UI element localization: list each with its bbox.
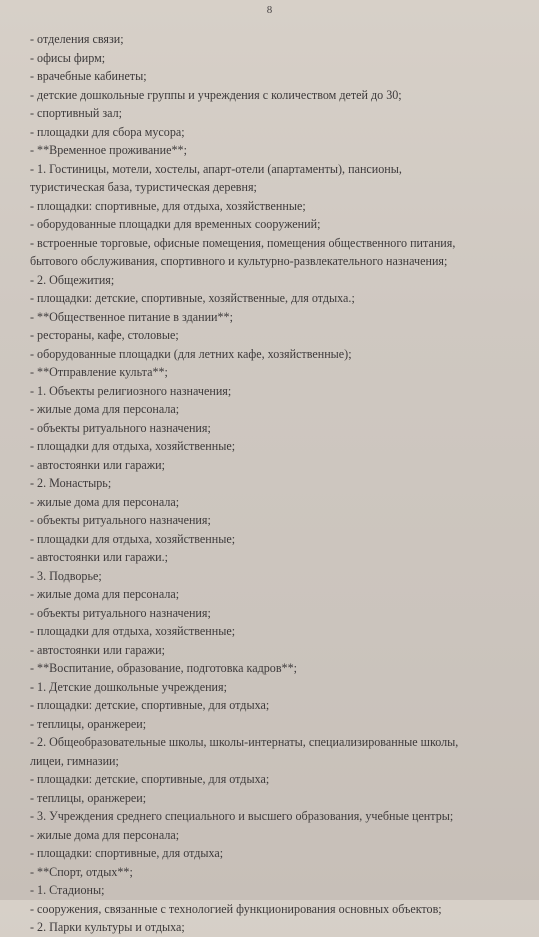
text-line: - жилые дома для персонала;	[30, 827, 180, 842]
text-line: туристическая база, туристическая деревня;	[30, 180, 257, 194]
text-line: - 1. Гостиницы, мотели, хостелы, апарт-отели (апартаменты), пансионы,	[30, 161, 402, 176]
text-line: - 1. Объекты религиозного назначения;	[30, 383, 232, 398]
text-line: - автостоянки или гаражи.;	[30, 550, 168, 564]
page-number: 8	[266, 4, 273, 16]
text-line: - площадки для отдыха, хозяйственные;	[30, 439, 236, 453]
text-line: - площадки: спортивные, для отдыха, хозяйственные;	[30, 198, 306, 213]
text-line: - оборудованные площадки (для летних кафе, хозяйственные);	[30, 346, 352, 361]
text-line: - детские дошкольные группы и учреждения с количеством детей до 30;	[30, 87, 402, 102]
text-line: - объекты ритуального назначения;	[30, 513, 211, 527]
text-line: - 3. Подворье;	[30, 568, 102, 583]
text-line: - встроенные торговые, офисные помещения, помещения общественного питания,	[30, 235, 456, 250]
text-line: - теплицы, оранжереи;	[30, 790, 147, 805]
text-line: лицеи, гимназии;	[30, 753, 119, 768]
text-line: - автостоянки или гаражи;	[30, 457, 165, 472]
text-line: - отделения связи;	[30, 32, 124, 46]
text-block	[30, 30, 531, 937]
text-line: - 2. Общеобразовательные школы, школы-интернаты, специализированные школы,	[30, 735, 459, 749]
text-line: - площадки: спортивные, для отдыха;	[30, 846, 224, 860]
text-line: - площадки: детские, спортивные, для отдыха;	[30, 698, 270, 712]
text-line: - сооружения, связанные с технологией функционирования основных объектов;	[30, 901, 442, 916]
text-line: - спортивный зал;	[30, 106, 123, 120]
text-line: - автостоянки или гаражи;	[30, 642, 165, 657]
section-heading-line: - **Спорт, отдых**;	[30, 864, 133, 879]
text-line: - теплицы, оранжереи;	[30, 716, 147, 731]
text-line: - площадки для отдыха, хозяйственные;	[30, 531, 236, 546]
text-line: - площадки для сбора мусора;	[30, 124, 185, 139]
text-line: - 2. Монастырь;	[30, 476, 112, 490]
text-line: - 1. Детские дошкольные учреждения;	[30, 679, 227, 694]
text-line: - жилые дома для персонала;	[30, 494, 180, 509]
text-line: - 3. Учреждения среднего специального и высшего образования, учебные центры;	[30, 809, 454, 823]
text-line: - 2. Парки культуры и отдыха;	[30, 920, 185, 934]
text-line: - офисы фирм;	[30, 50, 106, 65]
text-line: - площадки для отдыха, хозяйственные;	[30, 624, 236, 638]
text-line: - площадки: детские, спортивные, хозяйственные, для отдыха.;	[30, 291, 355, 305]
text-line: - жилые дома для персонала;	[30, 402, 180, 416]
text-line: - рестораны, кафе, столовые;	[30, 328, 179, 342]
section-heading-line: - **Воспитание, образование, подготовка кадров**;	[30, 661, 297, 675]
text-line: бытового обслуживания, спортивного и культурно-развлекательного назначения;	[30, 254, 448, 268]
text-line: - 1. Стадионы;	[30, 883, 105, 897]
text-line: - площадки: детские, спортивные, для отдыха;	[30, 772, 270, 786]
section-heading-line: - **Отправление культа**;	[30, 365, 168, 379]
text-line: - 2. Общежития;	[30, 272, 115, 287]
text-line: - объекты ритуального назначения;	[30, 420, 211, 435]
text-line: - жилые дома для персонала;	[30, 587, 180, 601]
text-line: - врачебные кабинеты;	[30, 69, 147, 83]
section-heading-line: - **Временное проживание**;	[30, 143, 187, 157]
section-heading-line: - **Общественное питание в здании**;	[30, 309, 233, 324]
text-line: - объекты ритуального назначения;	[30, 605, 211, 620]
text-line: - оборудованные площадки для временных сооружений;	[30, 217, 321, 231]
